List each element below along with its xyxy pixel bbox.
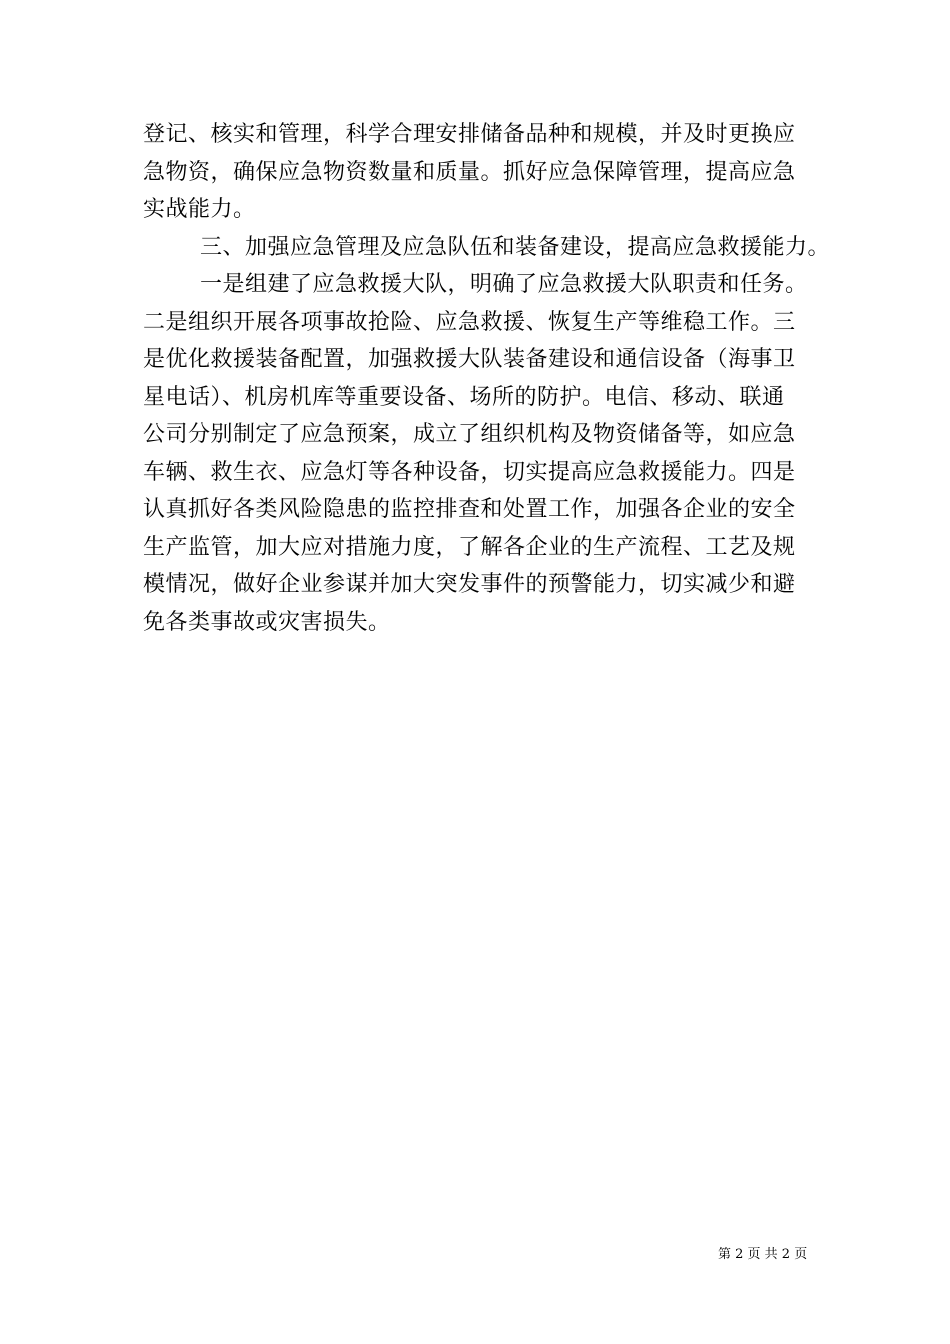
section-heading-3: 三、加强应急管理及应急队伍和装备建设，提高应急救援能力。 <box>200 234 831 260</box>
body-line-2: 急物资，确保应急物资数量和质量。抓好应急保障管理，提高应急 <box>143 159 796 185</box>
body-line-13: 模情况，做好企业参谋并加大突发事件的预警能力，切实减少和避 <box>143 572 796 597</box>
body-line-6: 二是组织开展各项事故抢险、应急救援、恢复生产等维稳工作。三 <box>143 309 796 335</box>
body-line-9: 公司分别制定了应急预案，成立了组织机构及物资储备等，如应急 <box>143 422 796 447</box>
page-number-footer: 第 2 页 共 2 页 <box>718 1247 808 1262</box>
body-line-3: 实战能力。 <box>143 197 256 222</box>
body-line-5: 一是组建了应急救援大队，明确了应急救援大队职责和任务。 <box>200 272 808 297</box>
body-line-11: 认真抓好各类风险隐患的监控排查和处置工作，加强各企业的安全 <box>143 497 796 522</box>
body-line-8: 星电话）、机房机库等重要设备、场所的防护。电信、移动、联通 <box>143 384 785 410</box>
body-line-10: 车辆、救生衣、应急灯等各种设备，切实提高应急救援能力。四是 <box>143 459 796 485</box>
body-line-12: 生产监管，加大应对措施力度，了解各企业的生产流程、工艺及规 <box>143 534 796 560</box>
body-line-1: 登记、核实和管理，科学合理安排储备品种和规模，并及时更换应 <box>143 122 796 147</box>
document-body <box>143 116 831 641</box>
body-line-7: 是优化救援装备配置，加强救援大队装备建设和通信设备（海事卫 <box>143 347 796 372</box>
body-line-14: 免各类事故或灾害损失。 <box>143 609 391 635</box>
